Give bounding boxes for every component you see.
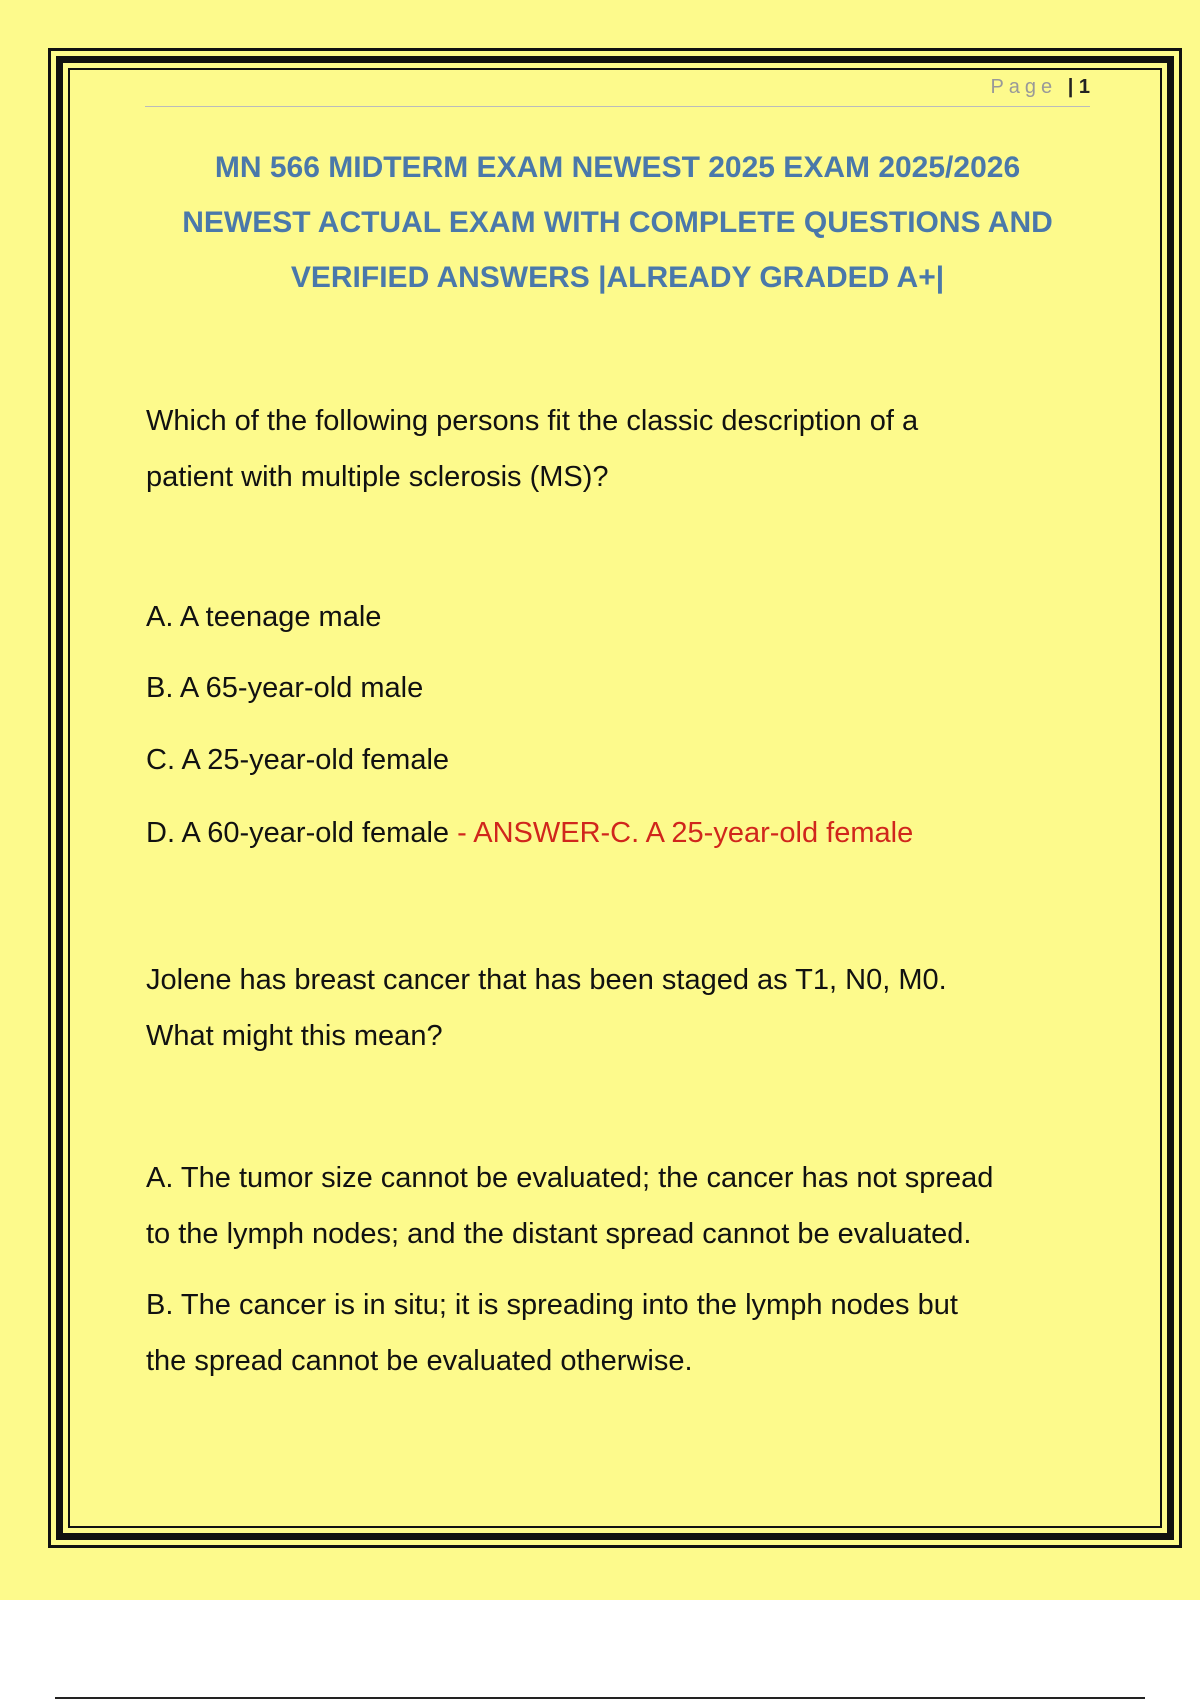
question-1-line-2: patient with multiple sclerosis (MS)?: [146, 461, 609, 493]
q1-answer: - ANSWER-C. A 25-year-old female: [457, 817, 914, 849]
question-2-text: [146, 952, 1096, 1064]
bottom-divider: [55, 1697, 1145, 1699]
page-number: [990, 76, 1090, 99]
question-2-line-2: What might this mean?: [146, 1020, 443, 1052]
q2-option-a-line-2: to the lymph nodes; and the distant spread cannot be evaluated.: [146, 1218, 972, 1250]
question-1-line-1: Which of the following persons fit the classic description of a: [146, 405, 919, 437]
q1-option-c: C. A 25-year-old female: [146, 744, 450, 776]
q2-option-a: [146, 1150, 1096, 1262]
question-2-line-1: Jolene has breast cancer that has been staged as T1, N0, M0.: [146, 964, 947, 996]
q1-option-d: D. A 60-year-old female: [146, 817, 450, 849]
q2-option-a-line-1: A. The tumor size cannot be evaluated; the cancer has not spread: [146, 1162, 994, 1194]
q1-option-d-row: [146, 817, 913, 850]
question-1-text: [146, 393, 1096, 505]
q1-option-a: A. A teenage male: [146, 601, 382, 633]
document-title: [130, 140, 1105, 305]
q1-option-b: B. A 65-year-old male: [146, 672, 424, 704]
title-line-2: NEWEST ACTUAL EXAM WITH COMPLETE QUESTIONS AND: [182, 206, 1053, 239]
title-line-3: VERIFIED ANSWERS |ALREADY GRADED A+|: [290, 261, 945, 294]
header-divider: [145, 106, 1090, 107]
page-number-value: | 1: [1067, 76, 1090, 98]
q2-option-b-line-1: B. The cancer is in situ; it is spreading into the lymph nodes but: [146, 1289, 958, 1321]
page-label: Page: [990, 76, 1058, 98]
title-line-1: MN 566 MIDTERM EXAM NEWEST 2025 EXAM 2025/2026: [214, 151, 1021, 184]
q2-option-b: [146, 1277, 1096, 1389]
q2-option-b-line-2: the spread cannot be evaluated otherwise.: [146, 1345, 693, 1377]
